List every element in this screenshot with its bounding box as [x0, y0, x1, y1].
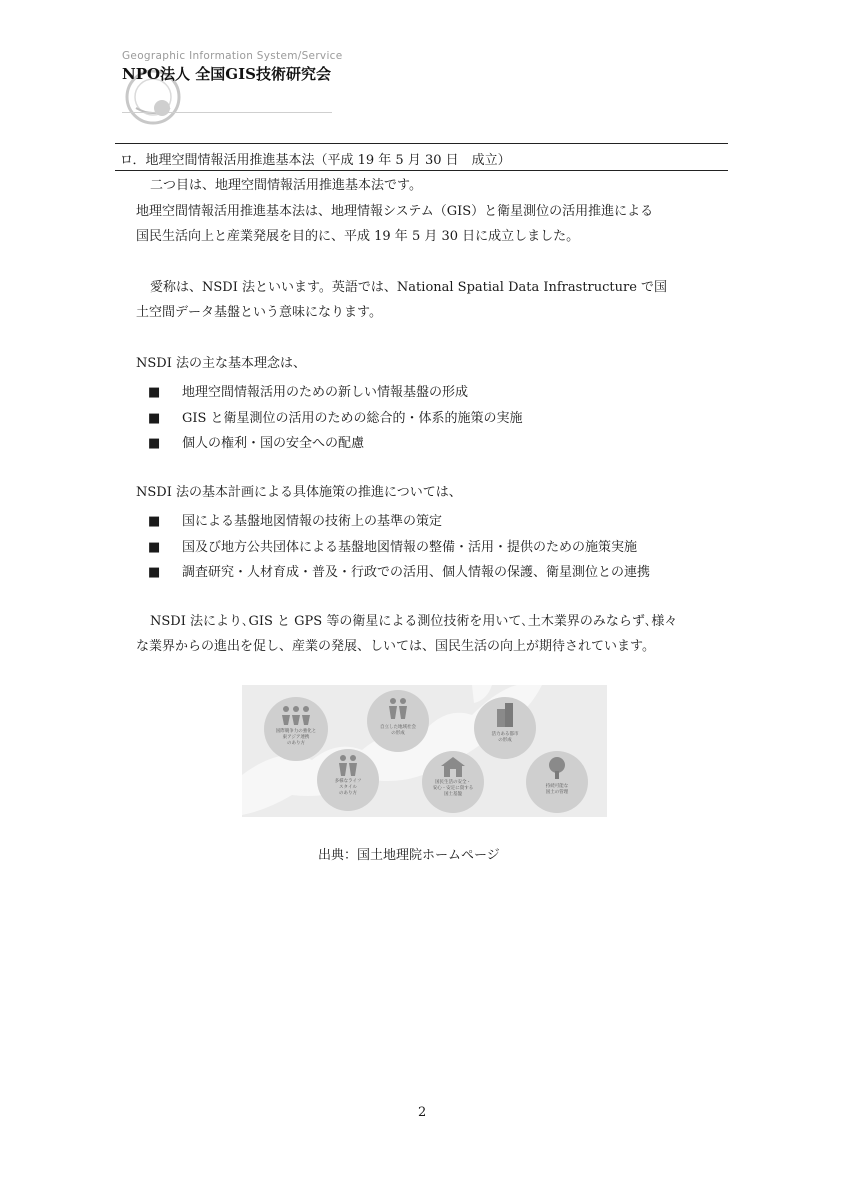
nsdi-illustration	[242, 685, 607, 817]
logo-subtitle: Geographic Information System/Service	[122, 50, 343, 62]
bullet-square-icon: ■	[148, 540, 161, 555]
people-active-icon	[337, 754, 359, 776]
bullet-square-icon: ■	[148, 385, 161, 400]
header-logo	[122, 50, 362, 120]
house-icon	[441, 757, 465, 777]
intro-line-2: 地理空間情報活用推進基本法は、地理情報システム（GIS）と衛星測位の活用推進による	[136, 204, 654, 219]
page-number: 2	[418, 1105, 427, 1120]
section-top-rule	[115, 143, 728, 144]
circle-safety: 国民生活の安全・ 安心・安定に資する 国土基盤	[422, 751, 484, 813]
list-item: ■ GIS と衛星測位の活用のための総合的・体系的施策の実施	[148, 411, 523, 426]
plan-heading: NSDI 法の基本計画による具体施策の推進については、	[136, 485, 462, 500]
conclusion-line-2: な業界からの進出を促し、産業の発展、しいては、国民生活の向上が期待されています。	[136, 639, 655, 654]
list-item: ■ 国による基盤地図情報の技術上の基準の策定	[148, 514, 443, 529]
people-pair-icon	[387, 697, 409, 719]
list-item: ■ 国及び地方公共団体による基盤地図情報の整備・活用・提供のための施策実施	[148, 540, 638, 555]
intro-line-1: 二つ目は、地理空間情報活用推進基本法です。	[150, 178, 422, 193]
logo-title: NPO法人 全国GIS技術研究会	[122, 65, 331, 83]
principles-heading: NSDI 法の主な基本理念は、	[136, 356, 306, 371]
logo-divider	[122, 112, 332, 113]
building-icon	[495, 703, 515, 727]
section-bottom-rule	[115, 170, 728, 171]
bullet-square-icon: ■	[148, 436, 161, 451]
list-item: ■ 調査研究・人材育成・普及・行政での活用、個人情報の保護、衛星測位との連携	[148, 565, 651, 580]
circle-regional-society: 自立した地域社会 の形成	[367, 690, 429, 752]
circle-international: 国際競争力の強化と 東アジア連携 のあり方	[264, 697, 328, 761]
bullet-square-icon: ■	[148, 411, 161, 426]
people-group-icon	[281, 705, 311, 725]
list-item: ■ 個人の権利・国の安全への配慮	[148, 436, 365, 451]
bullet-square-icon: ■	[148, 565, 161, 580]
nickname-line-1: 愛称は、NSDI 法といいます。英語では、National Spatial Data Infrastructure で国	[150, 280, 668, 295]
figure-caption: 出典：国土地理院ホームページ	[318, 848, 500, 863]
tree-icon	[547, 757, 567, 779]
conclusion-line-1: NSDI 法により､GIS と GPS 等の衛星による測位技術を用いて､土木業界のみならず､様々	[150, 614, 678, 629]
intro-line-3: 国民生活向上と産業発展を目的に、平成 19 年 5 月 30 日に成立しました。	[136, 229, 580, 244]
nickname-line-2: 土空間データ基盤という意味になります。	[136, 305, 382, 320]
circle-lifestyle: 多様なライフ スタイル のあり方	[317, 749, 379, 811]
list-item: ■ 地理空間情報活用のための新しい情報基盤の形成	[148, 385, 469, 400]
circle-sustainable: 持続可能な 国土の管理	[526, 751, 588, 813]
bullet-square-icon: ■	[148, 514, 161, 529]
circle-urban: 活力ある都市 の形成	[474, 697, 536, 759]
section-title: ロ．地理空間情報活用推進基本法（平成 19 年 5 月 30 日 成立）	[120, 153, 511, 168]
